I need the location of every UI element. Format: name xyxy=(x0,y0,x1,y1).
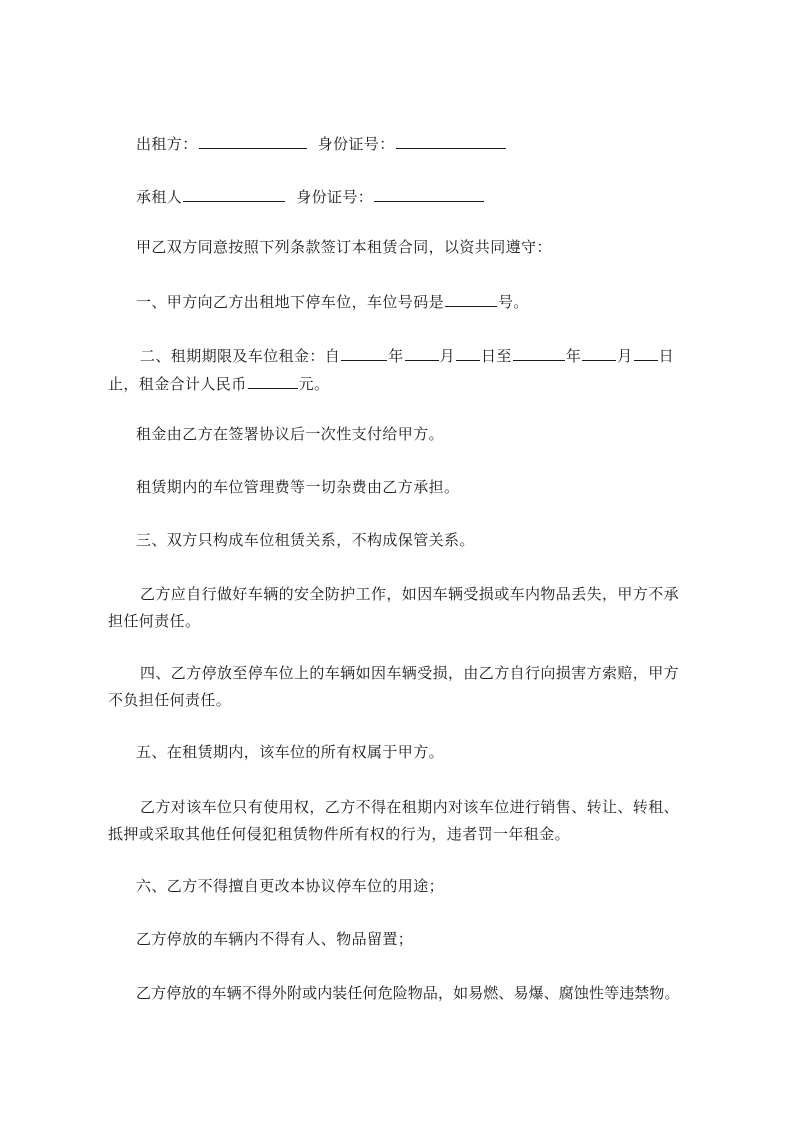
end-day-blank xyxy=(634,344,658,361)
clause-4-line-2: 不负担任何责任。 xyxy=(108,691,232,709)
clause-2-line-1 xyxy=(140,344,674,366)
lessor-line xyxy=(136,132,507,154)
start-day-to-label: 日至 xyxy=(481,347,512,365)
total-rent-blank xyxy=(248,372,298,389)
end-day-label: 日 xyxy=(658,347,675,365)
clause-5-paragraph-line-1: 乙方对该车位只有使用权，乙方不得在租期内对该车位进行销售、转让、转租、 xyxy=(140,798,680,816)
clause-1 xyxy=(136,290,529,312)
clause-2-line-2 xyxy=(108,372,329,394)
clause-6-paragraph-2: 乙方停放的车辆不得外附或内装任何危险物品，如易燃、易爆、腐蚀性等违禁物。 xyxy=(136,984,680,1002)
lessee-line xyxy=(136,185,485,207)
clause-4-line-1: 四、乙方停放至停车位上的车辆如因车辆受损，由乙方自行向损害方索赔，甲方 xyxy=(140,664,680,682)
clause-2-prefix: 二、租期期限及车位租金：自 xyxy=(140,347,341,365)
end-year-blank xyxy=(513,344,565,361)
start-month-blank xyxy=(405,344,439,361)
start-year-blank xyxy=(341,344,387,361)
clause-3: 三、双方只构成车位租赁关系，不构成保管关系。 xyxy=(136,531,475,549)
lessee-label: 承租人 xyxy=(136,188,183,206)
clause-3-paragraph-line-1: 乙方应自行做好车辆的安全防护工作，如因车辆受损或车内物品丢失，甲方不承 xyxy=(140,585,680,603)
clause-6: 六、乙方不得擅自更改本协议停车位的用途； xyxy=(136,877,445,895)
end-month-blank xyxy=(582,344,616,361)
clause-1-prefix: 一、甲方向乙方出租地下停车位，车位号码是 xyxy=(136,293,445,311)
start-day-blank xyxy=(456,344,480,361)
clause-2-line-2-prefix: 止，租金合计人民币 xyxy=(108,375,247,393)
clause-6-paragraph-1: 乙方停放的车辆内不得有人、物品留置； xyxy=(136,930,414,948)
lessor-label: 出租方： xyxy=(136,135,198,153)
clause-5-paragraph-line-2: 抵押或采取其他任何侵犯租赁物件所有权的行为，违者罚一年租金。 xyxy=(108,825,571,843)
clause-1-suffix: 号。 xyxy=(498,293,529,311)
lessee-name-blank xyxy=(183,185,285,202)
clause-5: 五、在租赁期内，该车位的所有权属于甲方。 xyxy=(136,743,445,761)
clause-3-paragraph-line-2: 担任何责任。 xyxy=(108,612,201,630)
clause-2-paragraph-1: 租金由乙方在签署协议后一次性支付给甲方。 xyxy=(136,425,445,443)
preamble: 甲乙双方同意按照下列条款签订本租赁合同，以资共同遵守： xyxy=(136,238,552,256)
clause-2-paragraph-2: 租赁期内的车位管理费等一切杂费由乙方承担。 xyxy=(136,478,460,496)
lessee-id-label: 身份证号： xyxy=(296,188,374,206)
lessor-id-blank xyxy=(396,132,506,149)
lessor-id-label: 身份证号： xyxy=(317,135,395,153)
clause-2-line-2-suffix: 元。 xyxy=(298,375,330,393)
start-year-label: 年 xyxy=(388,347,404,365)
lessee-id-blank xyxy=(374,185,484,202)
lessor-name-blank xyxy=(199,132,307,149)
end-month-label: 月 xyxy=(617,347,633,365)
end-year-label: 年 xyxy=(565,347,582,365)
space-number-blank xyxy=(445,290,497,307)
start-month-label: 月 xyxy=(439,347,456,365)
